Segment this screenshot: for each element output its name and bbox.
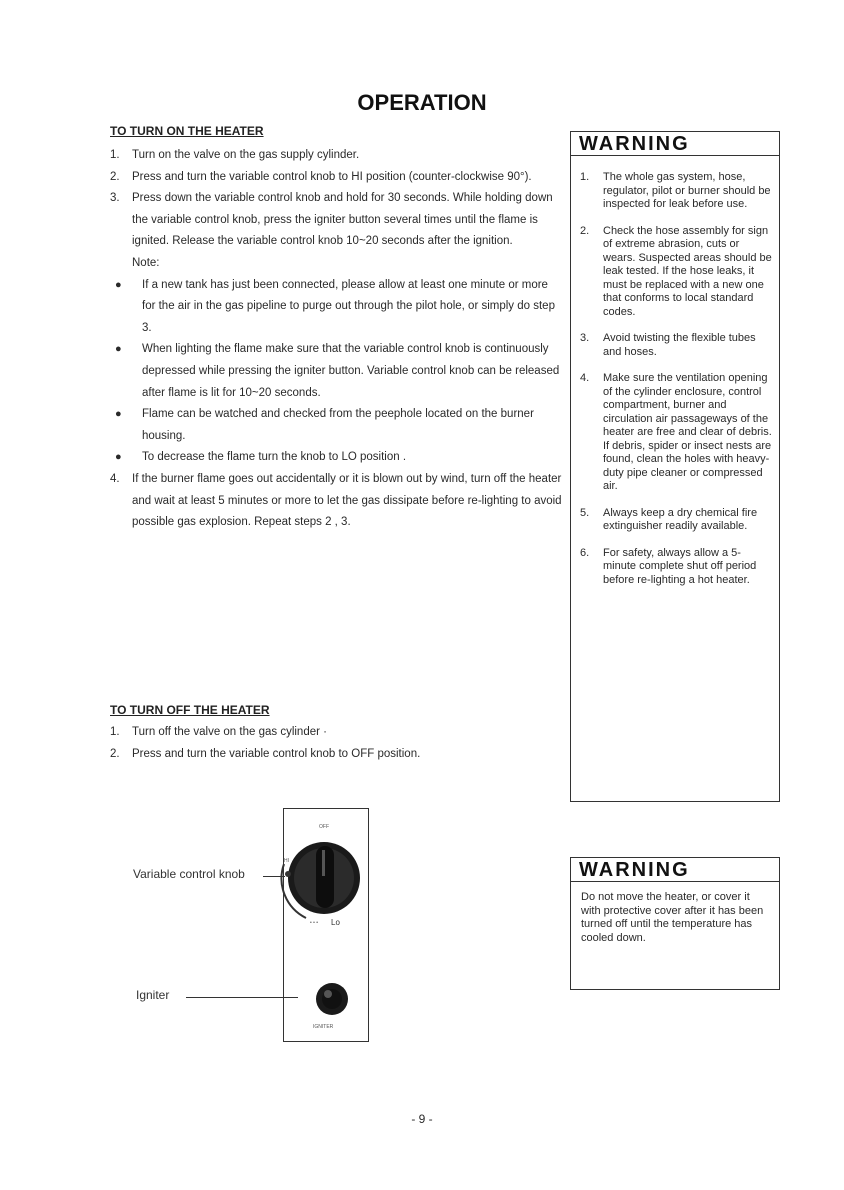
note-item: ● When lighting the flame make sure that the variable control knob is continuously depressed while pressing the igniter button. Variable control knob can be released after flame is lit for 10~20 seconds. <box>110 339 562 404</box>
turn-on-step: 4. If the burner flame goes out accidentally or it is blown out by wind, turn off the heater and wait at least 5 minutes or more to let the gas dissipate before re-lighting to avoid possible gas explosion. Repeat steps 2 , 3. <box>110 472 562 529</box>
warning-item: 6. For safety, always allow a 5-minute complete shut off period before re-lighting a hot heater. <box>580 546 757 586</box>
warning-box-2 <box>570 857 780 990</box>
warning-box <box>570 131 780 802</box>
knob-label: Variable control knob <box>133 867 245 881</box>
turn-off-section <box>110 722 562 765</box>
bullet-icon: ● <box>115 278 122 291</box>
warning-item: 5. Always keep a dry chemical fire extinguisher readily available. <box>580 506 758 532</box>
note-item: ● To decrease the flame turn the knob to LO position . <box>110 447 562 469</box>
hi-dot-icon <box>285 871 291 877</box>
bullet-icon: ● <box>115 451 122 464</box>
page-number: - 9 - <box>411 1112 433 1126</box>
lo-mark: Lo <box>331 918 340 927</box>
note-label: Note: <box>132 256 160 269</box>
turn-on-heading: TO TURN ON THE HEATER <box>110 124 264 138</box>
turn-on-step: 3. Press down the variable control knob and hold for 30 seconds. While holding down the variable control knob, press the igniter button several times until the flame is ignited. Release the variable control knob 10~20 seconds after the ignition. Note: ● If a new tank has just been connected, please allow at least one minute or more for the air in the gas pipeline to purge out through the pilot hole, or simply do step 3. ● When lighting the flame make sure that the variable control knob is continuously depressed while pressing the igniter button. Variable control knob can be released after flame is lit for 10~20 seconds. ● Flame can be watched and checked from the peephole located on the burner housing. ● To decrease the flame turn the knob to LO position . <box>110 188 562 469</box>
warning-item: 4. Make sure the ventilation opening of the cylinder enclosure, control compartment, burner and circulation air passageways of the heater are free and clear of debris. If debris, spider or insect nests are found, clean the holes with heavy-duty pipe cleaner or compressed air. <box>580 372 772 492</box>
igniter-mark: IGNITER <box>313 1024 334 1030</box>
igniter-leader-line <box>186 997 298 998</box>
warning-item: 2. Check the hose assembly for sign of extreme abrasion, cuts or wears. Suspected areas should be leak tested. If the hose leaks, it must be replaced with a new one that conforms to local standard codes. <box>580 224 772 318</box>
page-title: OPERATION <box>357 90 487 115</box>
range-dots: • • • <box>310 920 319 926</box>
turn-off-step: 2. Press and turn the variable control knob to OFF position. <box>110 747 421 760</box>
bullet-icon: ● <box>115 408 122 421</box>
warning-text: Do not move the heater, or cover it with protective cover after it has been turned off until the temperature has cooled down. <box>581 891 764 944</box>
turn-on-step: 1. Turn on the valve on the gas supply cylinder. <box>110 149 360 161</box>
turn-off-step: 1. Turn off the valve on the gas cylinder · <box>110 726 327 738</box>
turn-off-heading: TO TURN OFF THE HEATER <box>110 703 270 717</box>
igniter-button-icon <box>316 983 348 1015</box>
warning-item: 3. Avoid twisting the flexible tubes and hoses. <box>580 332 756 358</box>
turn-on-section <box>110 145 562 534</box>
note-item: ● Flame can be watched and checked from the peephole located on the burner housing. <box>110 404 562 447</box>
warning-item: 1. The whole gas system, hose, regulator, pilot or burner should be inspected for leak before use. <box>580 171 771 210</box>
warning-heading-2: WARNING <box>571 858 779 882</box>
hi-mark: HI <box>284 858 289 864</box>
bullet-icon: ● <box>115 343 122 356</box>
note-item: ● If a new tank has just been connected, please allow at least one minute or more for the air in the gas pipeline to purge out through the pilot hole, or simply do step 3. <box>110 275 562 340</box>
off-mark: OFF <box>319 824 329 830</box>
control-knob-icon <box>288 842 360 914</box>
igniter-label: Igniter <box>136 988 170 1002</box>
turn-on-step: 2. Press and turn the variable control knob to HI position (counter-clockwise 90°). <box>110 170 532 183</box>
knob-leader-line <box>263 876 285 877</box>
control-panel-diagram <box>260 808 400 1048</box>
warning-heading: WARNING <box>571 132 779 156</box>
